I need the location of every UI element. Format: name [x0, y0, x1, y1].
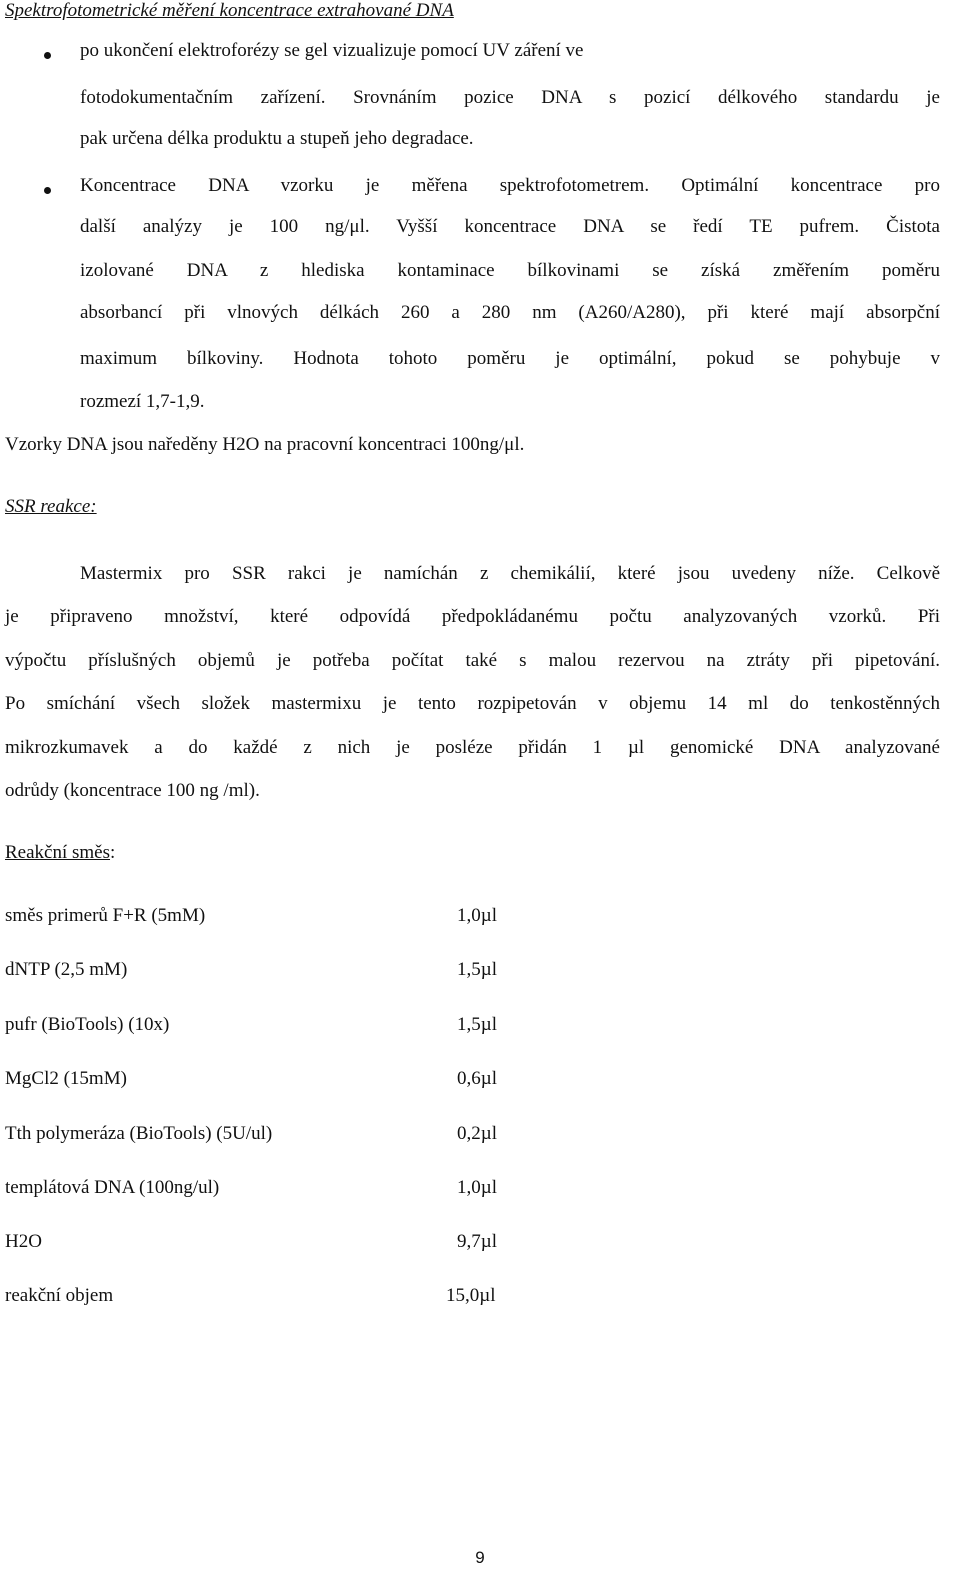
bullet2-line: absorbancí při vlnových délkách 260 a 280 nm (A260/A280), při které mají absorpční: [80, 302, 940, 323]
ssr-paragraph-line: je připraveno množství, které odpovídá předpokládanému počtu analyzovaných vzorků. Při: [5, 606, 940, 627]
component-label: pufr (BioTools) (10x): [5, 1014, 170, 1035]
section-title-ssr: SSR reakce:: [5, 496, 97, 517]
bullet1-line: pak určena délka produktu a stupeň jeho degradace.: [80, 128, 474, 149]
component-volume: 15,0µl: [446, 1285, 496, 1306]
page-number: 9: [475, 1548, 485, 1567]
bullet2-line: rozmezí 1,7-1,9.: [80, 391, 205, 412]
component-volume: 1,0µl: [457, 905, 497, 926]
ssr-paragraph-line: Mastermix pro SSR rakci je namíchán z chemikálií, které jsou uvedeny níže. Celkově: [80, 563, 940, 584]
reaction-mix-title-colon: :: [110, 842, 116, 863]
component-volume: 1,0µl: [457, 1177, 497, 1198]
component-volume: 0,2µl: [457, 1123, 497, 1144]
section-title-reaction-mix: [5, 842, 115, 864]
bullet-icon: [44, 52, 51, 59]
bullet-icon: [44, 187, 51, 194]
reaction-mix-title-text: Reakční směs: [5, 842, 111, 863]
component-label: směs primerů F+R (5mM): [5, 905, 206, 926]
ssr-paragraph-line: výpočtu příslušných objemů je potřeba počítat také s malou rezervou na ztráty při pipetování.: [5, 650, 940, 671]
ssr-paragraph-line: odrůdy (koncentrace 100 ng /ml).: [5, 780, 260, 801]
bullet2-line: další analýzy je 100 ng/μl. Vyšší koncentrace DNA se ředí TE pufrem. Čistota: [80, 216, 940, 237]
component-volume: 9,7µl: [457, 1231, 497, 1252]
bullet2-line: Koncentrace DNA vzorku je měřena spektrofotometrem. Optimální koncentrace pro: [80, 175, 940, 196]
component-label: templátová DNA (100ng/ul): [5, 1177, 220, 1198]
component-volume: 0,6µl: [457, 1068, 497, 1089]
component-label: H2O: [5, 1231, 42, 1252]
ssr-paragraph-line: mikrozkumavek a do každé z nich je posléze přidán 1 µl genomické DNA analyzované: [5, 737, 940, 758]
component-volume: 1,5µl: [457, 959, 497, 980]
bullet1-line: fotodokumentačním zařízení. Srovnáním pozice DNA s pozicí délkového standardu je: [80, 87, 940, 108]
bullet2-line: maximum bílkoviny. Hodnota tohoto poměru je optimální, pokud se pohybuje v: [80, 348, 940, 369]
component-label: MgCl2 (15mM): [5, 1068, 127, 1089]
component-label: Tth polymeráza (BioTools) (5U/ul): [5, 1123, 273, 1144]
section-title-spectrophotometry: Spektrofotometrické měření koncentrace extrahované DNA: [5, 0, 454, 21]
ssr-paragraph-line: Po smíchání všech složek mastermixu je tento rozpipetován v objemu 14 ml do tenkostěnných: [5, 693, 940, 714]
bullet1-line: po ukončení elektroforézy se gel vizualizuje pomocí UV záření ve: [80, 40, 584, 61]
component-label: dNTP (2,5 mM): [5, 959, 128, 980]
component-volume: 1,5µl: [457, 1014, 497, 1035]
bullet2-line: izolované DNA z hlediska kontaminace bílkovinami se získá změřením poměru: [80, 260, 940, 281]
dilution-note: Vzorky DNA jsou naředěny H2O na pracovní koncentraci 100ng/μl.: [5, 434, 525, 455]
component-label: reakční objem: [5, 1285, 114, 1306]
